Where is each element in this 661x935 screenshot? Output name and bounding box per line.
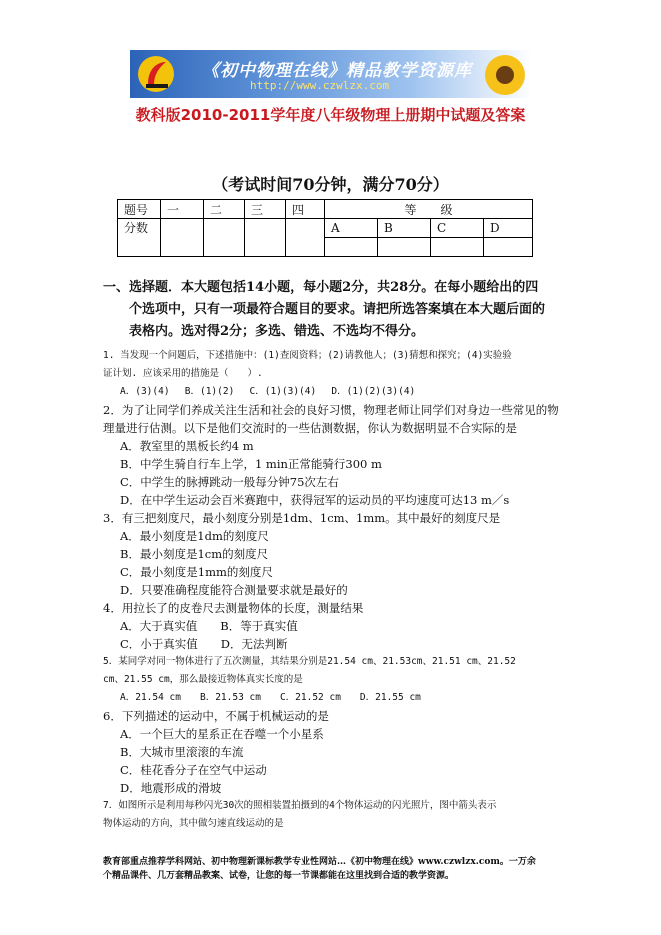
table-cell: 等 级 (325, 200, 533, 219)
banner-url[interactable]: http://www.czwlzx.com (250, 79, 390, 92)
question-5-options: A．21.54 cm B．21.53 cm C．21.52 cm D．21.55 cm (120, 692, 421, 703)
table-cell: 四 (286, 200, 325, 219)
table-cell: 二 (204, 200, 245, 219)
question-3-text: 3．有三把刻度尺，最小刻度分别是1dm、1cm、1mm。其中最好的刻度尺是 (103, 511, 501, 525)
section-line: 个选项中，只有一项最符合题目的要求。请把所选答案填在本大题后面的 (129, 302, 546, 317)
question-5-text: cm、21.55 cm，那么最接近物体真实长度的是 (103, 674, 303, 685)
question-3-option-b: B．最小刻度是1cm的刻度尺 (120, 547, 269, 561)
page-footer (103, 855, 573, 883)
question-5-text: 5．某同学对同一物体进行了五次测量，其结果分别是21.54 cm、21.53cm、21.51 cm、21.52 (103, 656, 516, 667)
table-cell: 题号 (118, 200, 161, 219)
header-banner (130, 50, 532, 98)
sunflower-icon (482, 52, 528, 98)
footer-line: 个精品课件、几万套精品教案、试卷，让您的每一节课都能在这里找到合适的教学资源。 (103, 871, 455, 881)
table-cell: D (484, 219, 533, 238)
question-6-option-b: B．大城市里滚滚的车流 (120, 745, 244, 759)
score-table (117, 199, 533, 257)
question-4-text: 4．用拉长了的皮卷尺去测量物体的长度，测量结果 (103, 601, 364, 615)
question-3-option-a: A．最小刻度是1dm的刻度尺 (120, 529, 269, 543)
question-2-option-c: C．中学生的脉搏跳动一般每分钟75次左右 (120, 475, 339, 489)
question-3-option-c: C．最小刻度是1mm的刻度尺 (120, 565, 273, 579)
document-title: 教科版2010-2011学年度八年级物理上册期中试题及答案 (135, 106, 526, 124)
table-cell: A (325, 219, 378, 238)
table-row (118, 200, 533, 219)
question-7-text: 物体运动的方向，其中做匀速直线运动的是 (103, 818, 284, 829)
question-6-option-c: C．桂花香分子在空气中运动 (120, 763, 267, 777)
footer-line: 教育部重点推荐学科网站、初中物理新课标教学专业性网站…《初中物理在线》www.czwlzx.com。一万余 (103, 857, 536, 867)
question-1-text: 1. 当发现一个问题后，下述措施中：(1)查阅资料；(2)请教他人；(3)猜想和探究；(4)实验验 (103, 350, 512, 361)
question-2-text: 理量进行估测。以下是他们交流时的一些估测数据，你认为数据明显不合实际的是 (103, 421, 517, 435)
table-cell: C (431, 219, 484, 238)
table-cell: 分数 (118, 219, 161, 257)
table-cell: B (378, 219, 431, 238)
section-line: 一、选择题．本大题包括14小题，每小题2分，共28分。在每小题给出的四 (103, 280, 539, 295)
question-1-text: 证计划. 应该采用的措施是（ ）. (103, 368, 263, 379)
question-6-option-d: D．地震形成的滑坡 (120, 781, 222, 795)
table-cell (161, 219, 204, 257)
table-cell (484, 238, 533, 257)
table-cell (378, 238, 431, 257)
site-logo-icon (136, 54, 176, 94)
question-2-text: 2．为了让同学们养成关注生活和社会的良好习惯，物理老师让同学们对身边一些常见的物 (103, 403, 559, 417)
question-2-option-b: B．中学生骑自行车上学，1 min正常能骑行300 m (120, 457, 382, 471)
question-4-options-ab: A．大于真实值 B．等于真实值 (120, 619, 298, 633)
table-cell (204, 219, 245, 257)
table-cell (325, 238, 378, 257)
table-row (118, 219, 533, 238)
question-6-text: 6．下列描述的运动中，不属于机械运动的是 (103, 709, 329, 723)
question-2-option-a: A．教室里的黑板长约4 m (120, 439, 254, 453)
table-cell: 三 (245, 200, 286, 219)
banner-title: 《初中物理在线》精品教学资源库 (202, 61, 472, 81)
question-2-option-d: D．在中学生运动会百米赛跑中，获得冠军的运动员的平均速度可达13 m／s (120, 493, 510, 507)
question-7-text: 7．如图所示是利用每秒闪光30次的照相装置拍摄到的4个物体运动的闪光照片，图中箭头表示 (103, 800, 497, 811)
table-cell: 一 (161, 200, 204, 219)
exam-subtitle: （考试时间70分钟，满分70分） (212, 175, 449, 194)
table-cell (286, 219, 325, 257)
section-line: 表格内。选对得2分；多选、错选、不选均不得分。 (129, 324, 425, 339)
question-1-options: A．(3)(4) B．(1)(2) C．(1)(3)(4) D．(1)(2)(3)(4) (120, 386, 416, 397)
question-6-option-a: A．一个巨大的星系正在吞噬一个小星系 (120, 727, 324, 741)
question-3-option-d: D．只要准确程度能符合测量要求就是最好的 (120, 583, 348, 597)
table-cell (245, 219, 286, 257)
question-4-options-cd: C．小于真实值 D．无法判断 (120, 637, 288, 651)
table-cell (431, 238, 484, 257)
section-heading (103, 277, 573, 343)
